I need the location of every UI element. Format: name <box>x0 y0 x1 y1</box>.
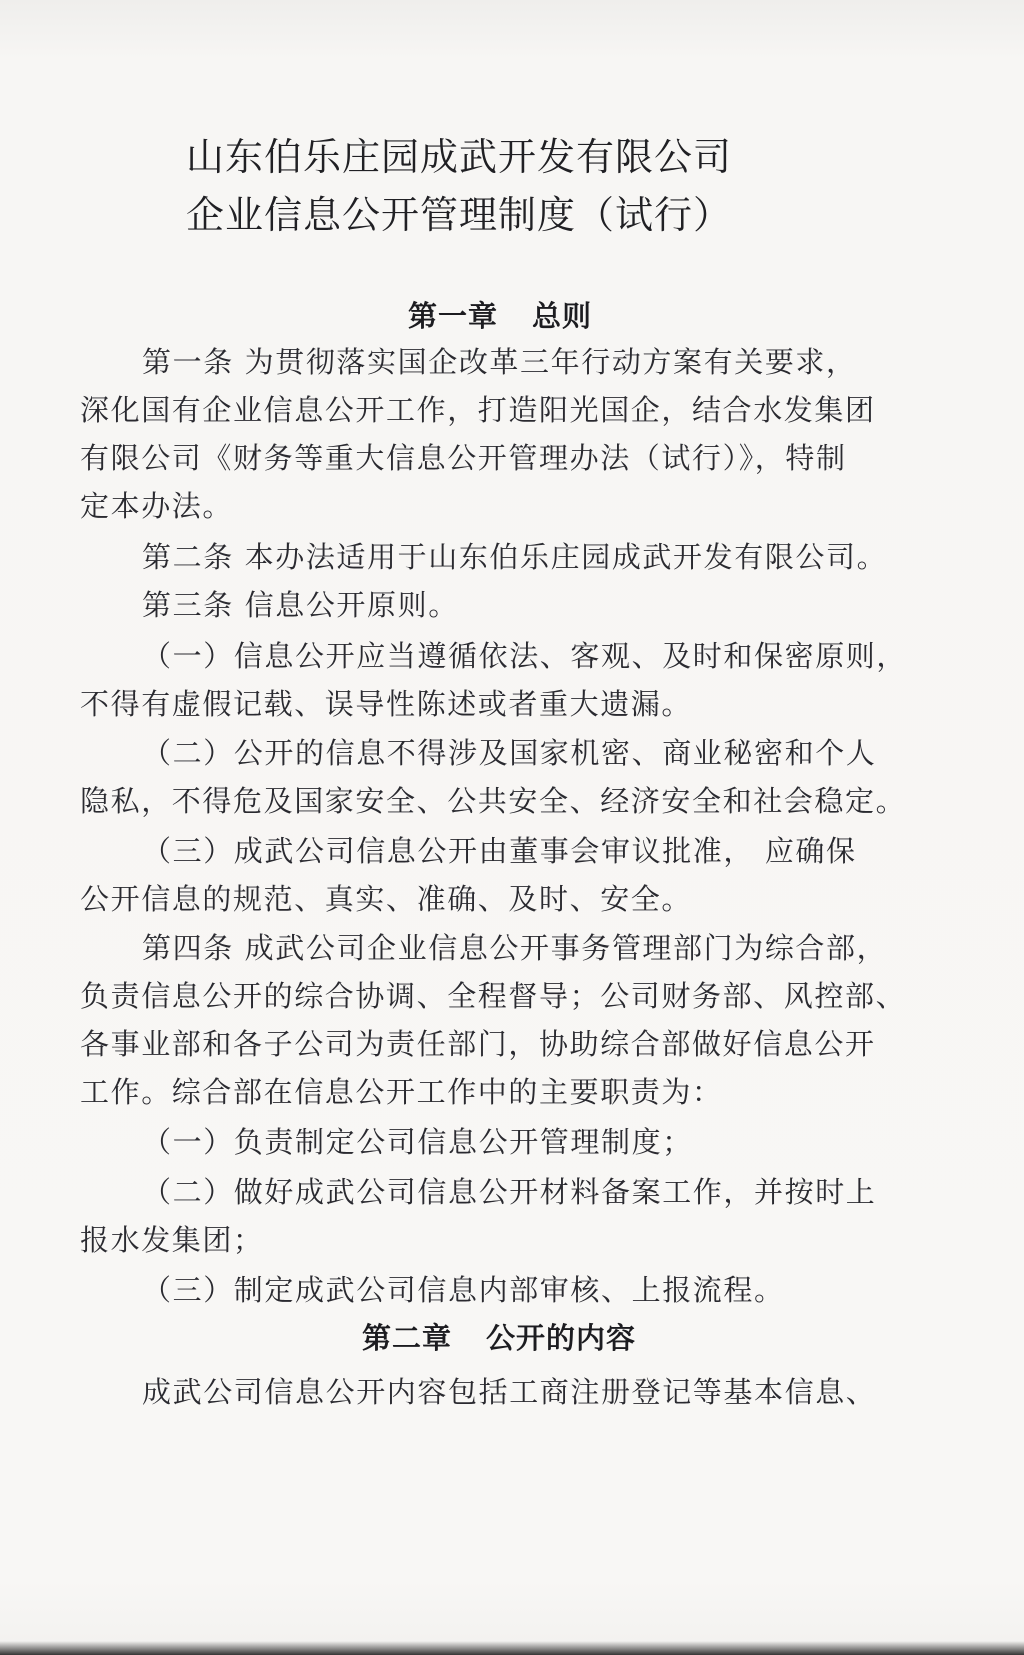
article-1 <box>80 338 910 530</box>
title-line-company: 山东伯乐庄园成武开发有限公司 <box>186 135 733 179</box>
article-4-line: 负责信息公开的综合协调、全程督导；公司财务部、风控部、 <box>80 979 907 1013</box>
article-2 <box>80 533 910 581</box>
article-4 <box>80 924 910 1116</box>
duty-1-line: （一）负责制定公司信息公开管理制度； <box>142 1125 693 1159</box>
principle-3-line: （三）成武公司信息公开由董事会审议批准， 应确保 <box>142 834 857 868</box>
chapter-1-label: 第一章 <box>408 299 499 333</box>
article-1-line: 定本办法。 <box>80 489 234 523</box>
principle-3-line: 公开信息的规范、真实、准确、及时、安全。 <box>80 882 693 916</box>
article-4-line: 各事业部和各子公司为责任部门，协助综合部做好信息公开 <box>80 1027 876 1061</box>
article-1-line: 第一条 为贯彻落实国企改革三年行动方案有关要求， <box>142 345 857 379</box>
principle-2 <box>80 729 910 825</box>
chapter-2-intro <box>80 1368 910 1416</box>
duty-3 <box>80 1266 910 1314</box>
duty-2-line: （二）做好成武公司信息公开材料备案工作，并按时上 <box>142 1175 877 1209</box>
chapter-1-heading <box>408 296 592 336</box>
article-4-line: 工作。综合部在信息公开工作中的主要职责为： <box>80 1075 723 1109</box>
article-1-line: 有限公司《财务等重大信息公开管理办法（试行）》，特制 <box>80 441 847 475</box>
chapter-2-heading <box>362 1318 636 1358</box>
principle-1 <box>80 632 910 728</box>
article-3 <box>80 581 910 629</box>
article-4-line: 第四条 成武公司企业信息公开事务管理部门为综合部， <box>142 931 888 965</box>
duty-2 <box>80 1168 910 1264</box>
duty-1 <box>80 1118 910 1166</box>
principle-1-line: （一）信息公开应当遵循依法、客观、及时和保密原则， <box>142 639 908 673</box>
chapter-2-label: 第二章 <box>362 1321 453 1355</box>
title-line-regulation: 企业信息公开管理制度（试行） <box>186 193 733 237</box>
chapter-2-name: 公开的内容 <box>486 1321 637 1355</box>
page-bottom-edge <box>0 1641 1024 1655</box>
principle-2-line: （二）公开的信息不得涉及国家机密、商业秘密和个人 <box>142 736 877 770</box>
principle-1-line: 不得有虚假记载、误导性陈述或者重大遗漏。 <box>80 687 693 721</box>
duty-3-line: （三）制定成武公司信息内部审核、上报流程。 <box>142 1273 785 1307</box>
article-1-line: 深化国有企业信息公开工作，打造阳光国企，结合水发集团 <box>80 393 876 427</box>
article-3-line: 第三条 信息公开原则。 <box>142 588 459 622</box>
principle-2-line: 隐私，不得危及国家安全、公共安全、经济安全和社会稳定。 <box>80 784 907 818</box>
chapter-1-name: 总则 <box>532 299 593 333</box>
principle-3 <box>80 827 910 923</box>
duty-2-line: 报水发集团； <box>80 1223 264 1257</box>
article-2-line: 第二条 本办法适用于山东伯乐庄园成武开发有限公司。 <box>142 540 888 574</box>
chapter-2-intro-line: 成武公司信息公开内容包括工商注册登记等基本信息、 <box>142 1375 877 1409</box>
document-title <box>186 128 946 244</box>
